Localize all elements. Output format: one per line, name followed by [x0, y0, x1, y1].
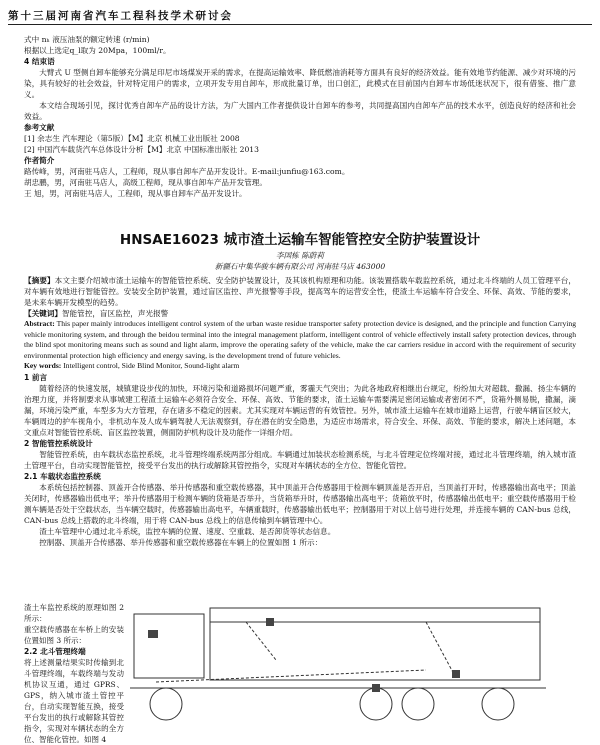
journal-header	[8, 4, 592, 25]
wiring-line	[246, 622, 276, 660]
abstract-cn-label: 【摘要】	[24, 276, 55, 285]
section-2-2-column	[24, 602, 124, 745]
keywords-en-label: Key words:	[24, 361, 62, 371]
section-2-1-heading: 2.1 车载状态监控系统	[24, 471, 101, 481]
section-2-heading: 2 智能管控系统设计	[24, 438, 93, 448]
keywords-cn-text: 智能管控，盲区监控，声光报警	[61, 309, 169, 318]
cargo-box-outline	[210, 608, 540, 680]
truck-sensor-diagram	[126, 600, 560, 738]
references-heading: 参考文献	[24, 123, 55, 132]
abstract-cn	[24, 275, 576, 308]
author-bio: 路传峰，男，河南驻马店人，工程师，现从事自卸车产品开发设计。E-mail:junfiu@163.com。	[24, 167, 350, 176]
conclusion-heading: 4 结束语	[24, 57, 55, 66]
rear-wheel	[482, 688, 514, 720]
lid-sensor	[266, 618, 274, 626]
author-bio: 王 旭，男，河南驻马店人，工程师，现从事自卸车产品开发设计。	[24, 189, 247, 198]
section-2-1-text-4: 渣土车监控系统的原理如图 2 所示：	[24, 603, 124, 623]
section-2-2-text: 将上述测量结果实时传输到北斗管理终端，车载终端与发动机协议互通，通过 GPRS、GPS，纳入城市渣土管控平台，自动实现智能互换，接受平台发出的执行或解除其管控指令，实现对车辆状态的全方位、智能化管控。如图 4	[24, 658, 124, 744]
wiring-line	[426, 622, 456, 678]
section-2-1-text-2: 渣土车管理中心通过北斗系统，监控车辆的位置、速度、空重载、是否卸货等状态信息。	[39, 526, 336, 536]
conclusion-paragraph-1: 大臂式 U 型侧自卸车能够充分满足印尼市场煤炭开采的需求，在提高运输效率、降低燃油消耗等方面具有良好的经济效益。能有效地节约能源、减少对环境的污染，具有较好的社会效益，针对特定用户的需求，立项开发专用自卸车，形成批量订单，出口创汇，此模式在目前国内自卸车市场低迷状况下，很有借鉴、推广意义。	[24, 68, 576, 99]
section-2-1-text: 本系统包括控制器、顶盖开合传感器、举升传感器和重空载传感器，其中顶盖开合传感器用于检测车辆顶盖是否开启，当顶盖打开时，传感器输出高电平；顶盖关闭时，传感器输出低电平；举升传感器用于检测车辆的货箱是否举升，当货箱举升时，传感器输出高电平；货箱放平时，传感器输出低电平；重空载传感器用于检测车辆是否处于空载状态，当车辆空载时，传感器输出高电平，车辆重载时，传感器输出低电平；控制器用于对以上信号进行处理，并连接车辆的 CAN-bus 总线，CAN-bus 总线上搭载的北斗终端，用于将 CAN-bus 总线上的信息传输到车辆管理中心。	[24, 482, 576, 525]
section-2-1-text-5: 重空载传感器在车桥上的安装位置如图 3 所示：	[24, 625, 124, 645]
journal-name: 第十三届河南省汽车工程科技学术研讨会	[8, 10, 233, 22]
lift-sensor	[452, 670, 460, 678]
article	[24, 230, 576, 548]
article-authors: 李国栋 陈蔚莉	[276, 251, 324, 260]
reference-item: [1] 余志生 汽车理论（第5版）【M】北京 机械工业出版社 2008	[24, 134, 240, 143]
section-2-2-heading: 2.2 北斗管理终端	[24, 647, 86, 656]
section-1-text: 随着经济的快速发展，城镇建设步伐的加快，环境污染和道路损坏问题严重，雾霾天气突出；为此各地政府相继出台规定，纷纷加大对超载、撒漏、扬尘车辆的治理力度，并将制要求从事城建工程渣土运输车必须符合安全、环保、高效、节能的要求，渣土运输车需要满足密闭运输或者密闭不严，货箱外侧易脱，撒漏，滴漏，环境污染严重，车型多为大方管理，存在诸多不稳定的因素。尤其实现对车辆运营的有效管控。另外，城市渣土运输车在城市道路上运营，行驶车辆盲区较大，车辆周边的护车视角小，非机动车及人成车辆驾驶人无法观察到，存在潜在的安全隐患，为适应市场需求，符合安全、环保、高效、节能的要求，解决上述问题，本文重点对智能管控系统、盲区监控装置，侧面防护机构设计及功能作一详细介绍。	[24, 383, 576, 437]
keywords-cn-label: 【关键词】	[24, 309, 62, 318]
controller-box	[148, 630, 158, 638]
article-title: HNSAE16023 城市渣土运输车智能管控安全防护装置设计	[119, 232, 481, 248]
abstract-cn-text: 本文主要介绍城市渣土运输车的智能管控系统、安全防护装置设计，及其该机构原理和功能。该装置搭载车载监控系统，通过北斗终端的人员工管理平台，对车辆有效地进行智能管控。安装安全防护装置，通过盲区监控、声光报警等手段，提高驾车的运营安全性，使渣土车运输车符合安全、环保、高效、节能的要求，是未来车辆开发模型的趋势。	[24, 276, 576, 307]
truck-cab-outline	[134, 614, 204, 678]
article-affiliation: 新疆石中集华骏车辆有限公司 河南驻马店 463000	[214, 262, 386, 271]
conclusion-paragraph-2: 本文结合现场引见，探讨优秀自卸车产品的设计方法，为广大国内工作者提供设计自卸车的参考，共同提高国内自卸车产品的技术水平，创造良好的经济和社会效益。	[24, 101, 576, 121]
load-sensor	[372, 684, 380, 692]
rear-wheel	[402, 688, 434, 720]
reference-item: [2] 中国汽车载货汽车总体设计分析【M】北京 中国标准出版社 2013	[24, 145, 259, 154]
front-wheel	[150, 688, 182, 720]
middle-wheel	[360, 688, 392, 720]
formula-note: 式中 nₕ 液压油泵的额定转速 (r/min)	[24, 35, 150, 44]
keywords-en-text: Intelligent control, Side Blind Monitor, Sound-light alarm	[63, 361, 240, 371]
previous-article-tail	[24, 34, 576, 199]
section-2-text: 智能管控系统，由车载状态监控系统，北斗管理终端系统两部分组成。车辆通过加装状态检测系统，与北斗管理定位终端对接，通过北斗管理终端，纳入城市渣土管理平台，自动实现智能管控，接受平台发出的执行或解除其管控指令，实现对车辆状态的全方位、智能化管控。	[24, 449, 576, 470]
abstract-en	[24, 319, 576, 361]
parameter-note: 根据以上选定q_l取为 20Mpa，100ml/r。	[24, 46, 171, 55]
abstract-en-text: This paper mainly introduces intelligent control system of the urban waste residue transporter safety protection device is designed, and the principle and function Carrying vehicle monitoring system, and through the beidou terminal into the integral management platform, intelligent control of vehicle effectively install safety protection devices, through the blind spot monitoring means such as sound and light alarm, improve the operating safety of the vehicle, make the car carriers residue in accord with the requirement of security environmental protection high efficiency and energy saving, is the development trend of future vehicles.	[24, 319, 576, 360]
abstract-en-label: Abstract:	[24, 319, 55, 328]
author-bio-heading: 作者简介	[24, 156, 55, 165]
section-2-1-text-3: 控制器、顶盖开合传感器、举升传感器和重空载传感器在车辆上的位置如图 1 所示：	[39, 537, 323, 547]
section-1-heading: 1 前言	[24, 372, 48, 382]
author-bio: 胡忠鹏，男，河南驻马店人，高级工程师，现从事自卸车产品开发管理。	[24, 178, 267, 187]
keywords-en	[24, 361, 576, 372]
keywords-cn	[24, 308, 576, 319]
